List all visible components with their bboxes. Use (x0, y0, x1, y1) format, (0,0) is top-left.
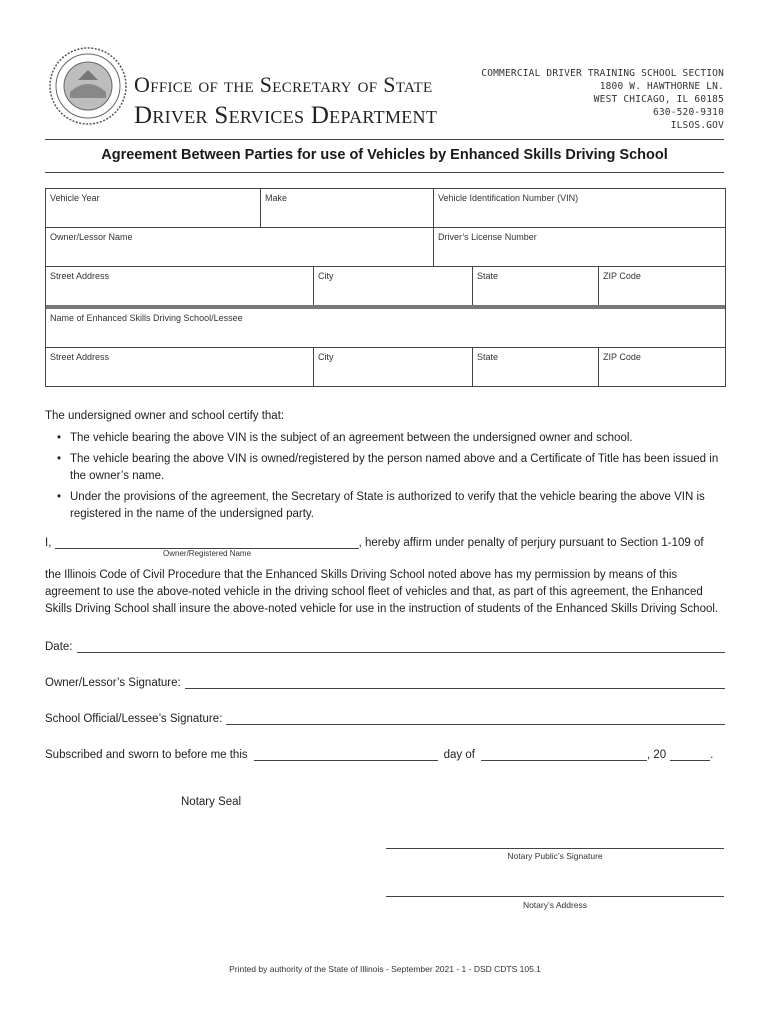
certify-item: • Under the provisions of the agreement, the Secretary of State is authorized to verify that the vehicle bearing the above VIN is registered in the name of the undersigned party. (55, 489, 730, 523)
notary-signature-label: Notary Public’s Signature (507, 851, 603, 861)
address-line: COMMERCIAL DRIVER TRAINING SCHOOL SECTION (481, 68, 724, 79)
school-state-field[interactable]: State (473, 348, 599, 386)
affirm-line (45, 536, 730, 549)
owner-signature-label: Owner/Lessor’s Signature: (45, 677, 181, 689)
owner-name-field[interactable]: Owner/Lessor Name (46, 228, 434, 266)
certify-item: • The vehicle bearing the above VIN is owned/registered by the person named above and a Certificate of Title has been issued in the owner’s name. (55, 451, 730, 485)
school-zip-field[interactable]: ZIP Code (603, 352, 641, 362)
address-line: WEST CHICAGO, IL 60185 (593, 94, 724, 105)
certify-intro: The undersigned owner and school certify that: (45, 410, 285, 422)
day-of-label: day of (443, 749, 475, 761)
form-row-owner (46, 228, 725, 267)
drivers-license-field[interactable]: Driver’s License Number (438, 232, 537, 242)
school-signature-row (45, 712, 725, 725)
owner-registered-name-label: Owner/Registered Name (163, 549, 252, 558)
notary-seal-label: Notary Seal (181, 796, 242, 808)
state-seal-icon (48, 46, 128, 126)
address-website: ILSOS.GOV (670, 120, 724, 131)
owner-street-field[interactable]: Street Address (46, 267, 314, 305)
form-title: Agreement Between Parties for use of Vehicles by Enhanced Skills Driving School (101, 147, 668, 163)
owner-signature-input[interactable] (185, 676, 725, 689)
department-title: Driver Services Department (134, 102, 438, 129)
form-row-school (46, 309, 725, 348)
form-row-owner-address (46, 267, 725, 309)
vin-field[interactable]: Vehicle Identification Number (VIN) (438, 193, 579, 203)
office-title: Office of the Secretary of State (134, 72, 433, 97)
owner-signature-row (45, 676, 725, 689)
vehicle-year-field[interactable]: Vehicle Year (46, 189, 261, 227)
month-input[interactable] (481, 748, 647, 761)
form-row-school-address (46, 348, 725, 386)
office-address (481, 67, 724, 132)
owner-zip-field[interactable]: ZIP Code (603, 271, 641, 281)
school-name-field[interactable]: Name of Enhanced Skills Driving School/Lessee (50, 313, 243, 323)
title-divider (45, 172, 724, 173)
year-prefix: , 20 (646, 749, 667, 761)
affirm-suffix: , hereby affirm under penalty of perjury pursuant to Section 1-109 of (358, 537, 704, 549)
owner-state-field[interactable]: State (473, 267, 599, 305)
owner-registered-name-input[interactable] (55, 536, 359, 549)
notary-signature-input[interactable] (386, 848, 724, 849)
address-phone: 630-520-9310 (652, 107, 724, 118)
school-signature-input[interactable] (226, 712, 725, 725)
affirm-prefix: I, (45, 537, 52, 549)
footer-text: Printed by authority of the State of Illinois - September 2021 - 1 - DSD CDTS 105.1 (229, 964, 541, 974)
make-field[interactable]: Make (261, 189, 434, 227)
vehicle-form-grid (45, 188, 726, 387)
address-line: 1800 W. HAWTHORNE LN. (599, 81, 724, 92)
date-input[interactable] (77, 640, 726, 653)
header-divider (45, 139, 724, 140)
year-suffix: . (710, 749, 714, 761)
subscribed-label: Subscribed and sworn to before me this (45, 749, 248, 761)
school-city-field[interactable]: City (314, 348, 473, 386)
affirm-paragraph: the Illinois Code of Civil Procedure that the Enhanced Skills Driving School noted above has my permission by means of this agreement to use the above-noted vehicle in the driving school fleet of vehicles and that, as part of this agreement, the Enhanced Skills Driving School shall insure the above-noted vehicle for use in the instruction of students of the Enhanced Skills Driving School. (45, 569, 719, 615)
form-row-vehicle (46, 189, 725, 228)
certify-item: • The vehicle bearing the above VIN is the subject of an agreement between the undersigned owner and school. (55, 430, 730, 447)
subscribed-row (45, 748, 725, 761)
year-input[interactable] (670, 748, 710, 761)
subscribed-day-input[interactable] (254, 748, 438, 761)
certify-list (55, 430, 730, 527)
school-street-field[interactable]: Street Address (46, 348, 314, 386)
notary-address-label: Notary’s Address (522, 900, 588, 910)
school-signature-label: School Official/Lessee’s Signature: (45, 713, 223, 725)
notary-address-input[interactable] (386, 896, 724, 897)
owner-city-field[interactable]: City (314, 267, 473, 305)
date-row (45, 640, 725, 653)
date-label: Date: (45, 641, 73, 653)
